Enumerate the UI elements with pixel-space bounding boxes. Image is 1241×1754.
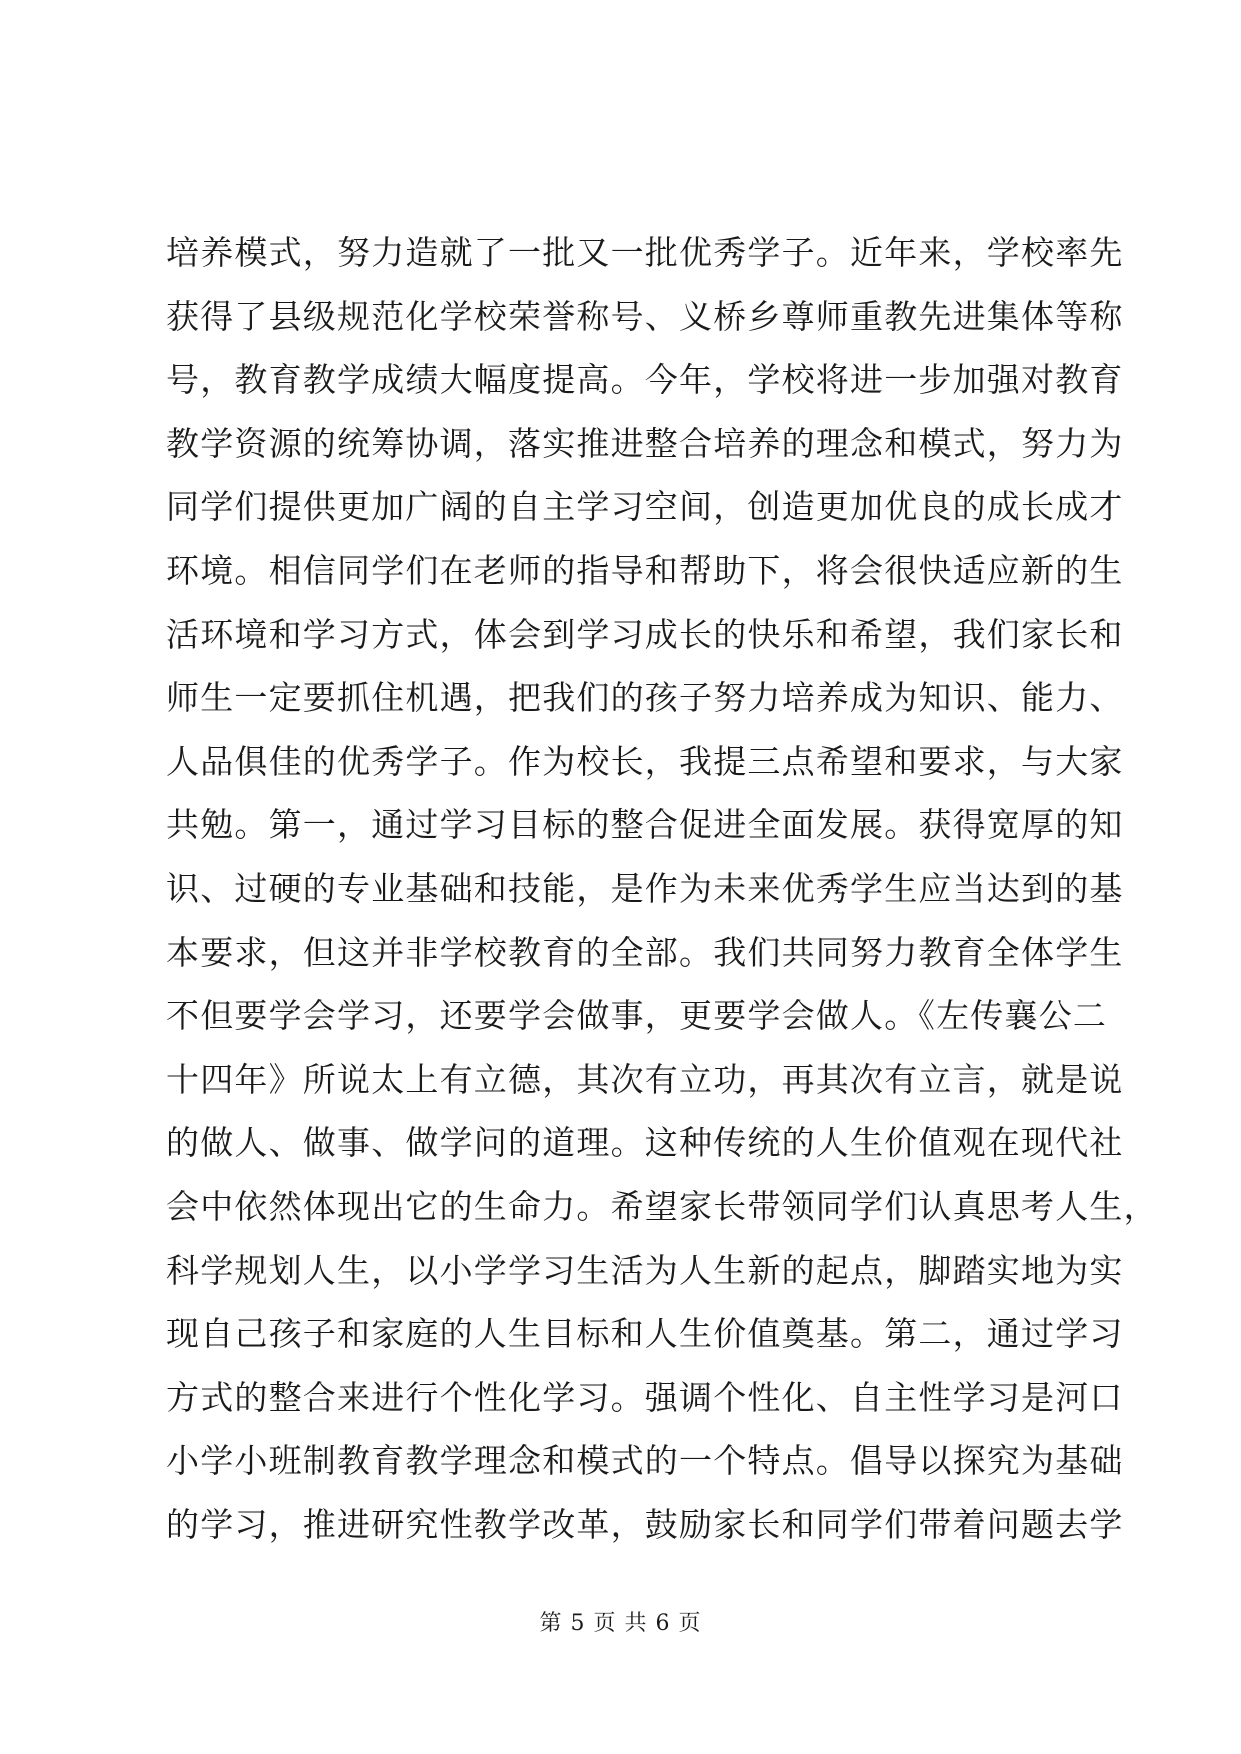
text-line: 培养模式，努力造就了一批又一批优秀学子。近年来，学校率先 (166, 233, 1124, 272)
text-line: 十四年》所说太上有立德，其次有立功，再其次有立言，就是说 (166, 1059, 1124, 1099)
text-line: 获得了县级规范化学校荣誉称号、义桥乡尊师重教先进集体等称 (166, 296, 1124, 336)
text-line: 方式的整合来进行个性化学习。强调个性化、自主性学习是河口 (166, 1377, 1124, 1417)
text-line: 师生一定要抓住机遇，把我们的孩子努力培养成为知识、能力、 (166, 678, 1124, 718)
text-line: 会中依然体现出它的生命力。希望家长带领同学们认真思考人生， (166, 1186, 1158, 1226)
text-line: 同学们提供更加广阔的自主学习空间，创造更加优良的成长成才 (166, 487, 1124, 527)
text-line: 的做人、做事、做学问的道理。这种传统的人生价值观在现代社 (166, 1123, 1124, 1163)
text-line: 教学资源的统筹协调，落实推进整合培养的理念和模式，努力为 (166, 423, 1124, 463)
text-line: 识、过硬的专业基础和技能，是作为未来优秀学生应当达到的基 (166, 868, 1124, 908)
text-line: 的学习，推进研究性教学改革，鼓励家长和同学们带着问题去学 (166, 1504, 1124, 1544)
text-line: 活环境和学习方式，体会到学习成长的快乐和希望，我们家长和 (166, 614, 1124, 654)
text-line: 共勉。第一，通过学习目标的整合促进全面发展。获得宽厚的知 (166, 805, 1124, 845)
text-line: 不但要学会学习，还要学会做事，更要学会做人。《左传襄公二 (166, 996, 1108, 1036)
text-line: 本要求，但这并非学校教育的全部。我们共同努力教育全体学生 (166, 932, 1124, 972)
page-number-footer: 第 5 页 共 6 页 (539, 1611, 702, 1636)
text-line: 人品俱佳的优秀学子。作为校长，我提三点希望和要求，与大家 (166, 741, 1124, 781)
text-line: 环境。相信同学们在老师的指导和帮助下，将会很快适应新的生 (166, 550, 1124, 590)
text-line: 现自己孩子和家庭的人生目标和人生价值奠基。第二，通过学习 (166, 1314, 1124, 1354)
text-line: 号，教育教学成绩大幅度提高。今年，学校将进一步加强对教育 (166, 360, 1124, 400)
text-line: 科学规划人生，以小学学习生活为人生新的起点，脚踏实地为实 (166, 1250, 1124, 1290)
body-text (166, 230, 1158, 1565)
text-line: 小学小班制教育教学理念和模式的一个特点。倡导以探究为基础 (166, 1441, 1124, 1481)
